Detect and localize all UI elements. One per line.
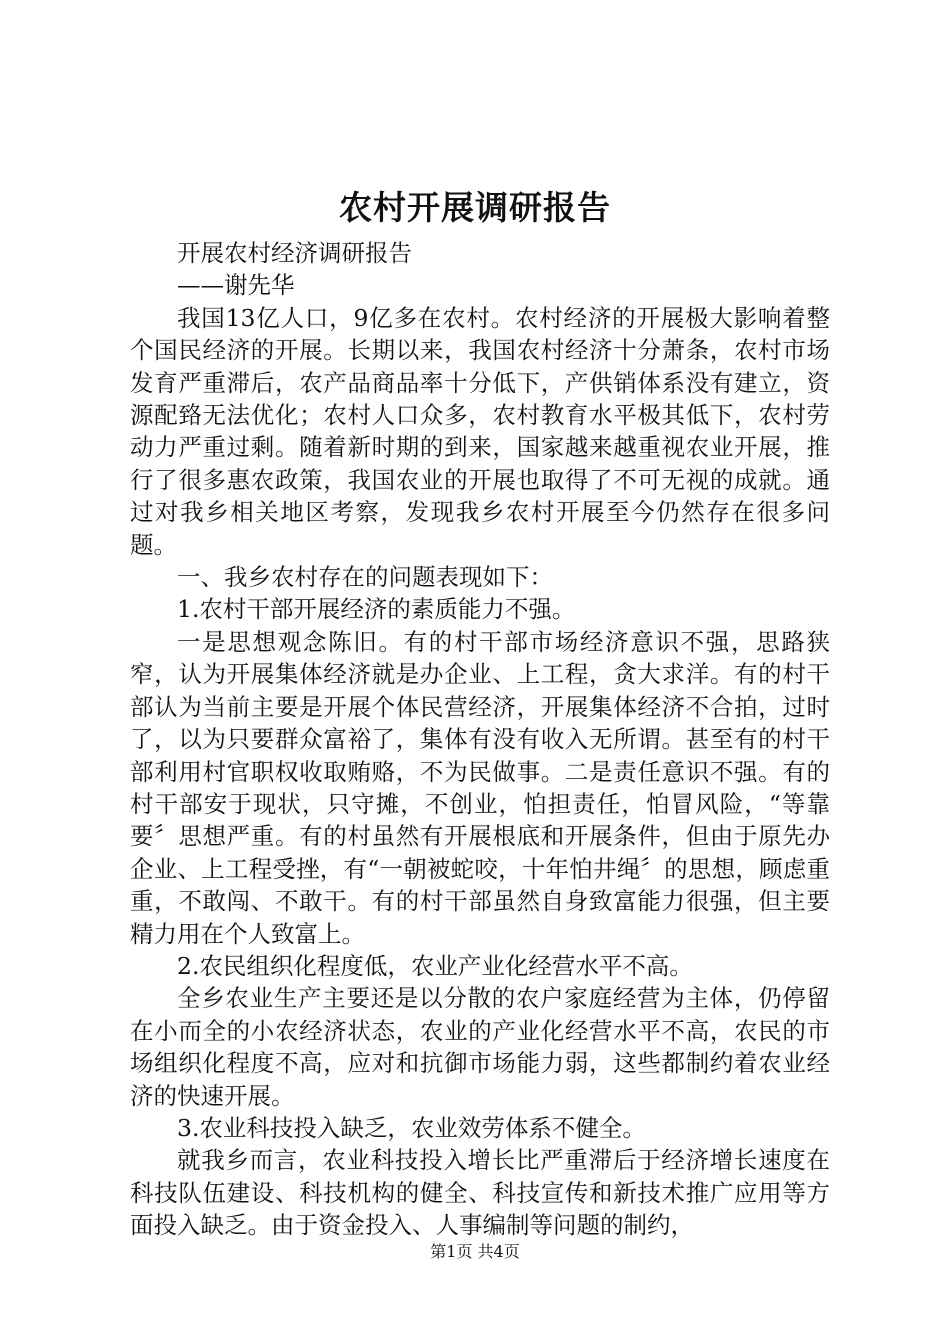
- paragraph: 一是思想观念陈旧。有的村干部市场经济意识不强，思路狭窄，认为开展集体经济就是办企业、上工程，贪大求洋。有的村干部认为当前主要是开展个体民营经济，开展集体经济不合拍，过时了，以为只要群众富裕了，集体有没有收入无所谓。甚至有的村干部利用村官职权收取贿赂，不为民做事。二是责任意识不强。有的村干部安于现状，只守摊，不创业，怕担责任，怕冒风险，“等靠要〞思想严重。有的村虽然有开展根底和开展条件，但由于原先办企业、上工程受挫，有“一朝被蛇咬，十年怕井绳〞的思想，顾虑重重，不敢闯、不敢干。有的村干部虽然自身致富能力很强，但主要精力用在个人致富上。: [130, 627, 830, 948]
- paragraph: 我国13亿人口，9亿多在农村。农村经济的开展极大影响着整个国民经济的开展。长期以来，我国农村经济十分萧条，农村市场发育严重滞后，农产品商品率十分低下，产供销体系没有建立，资源配臵无法优化；农村人口众多，农村教育水平极其低下，农村劳动力严重过剩。随着新时期的到来，国家越来越重视农业开展，推行了很多惠农政策，我国农业的开展也取得了不可无视的成就。通过对我乡相关地区考察，发现我乡农村开展至今仍然存在很多问题。: [130, 303, 830, 559]
- document-body: [130, 237, 830, 1242]
- section-heading: 一、我乡农村存在的问题表现如下：: [177, 563, 553, 592]
- subheading: 1.农村干部开展经济的素质能力不强。: [177, 595, 576, 624]
- subtitle: 开展农村经济调研报告: [177, 239, 412, 267]
- subheading: 2.农民组织化程度低，农业产业化经营水平不高。: [177, 951, 693, 980]
- paragraph: 就我乡而言，农业科技投入增长比严重滞后于经济增长速度在科技队伍建设、科技机构的健全、科技宣传和新技术推广应用等方面投入缺乏。由于资金投入、人事编制等问题的制约，: [130, 1146, 830, 1240]
- document-title: 农村开展调研报告: [339, 188, 611, 227]
- author-line: ——谢先华: [177, 271, 295, 300]
- paragraph: 全乡农业生产主要还是以分散的农户家庭经营为主体，仍停留在小而全的小农经济状态，农业的产业化经营水平不高，农民的市场组织化程度不高，应对和抗御市场能力弱，这些都制约着农业经济的快速开展。: [130, 984, 830, 1110]
- page-footer: 第1页 共4页: [430, 1242, 520, 1261]
- subheading: 3.农业科技投入缺乏，农业效劳体系不健全。: [177, 1113, 646, 1142]
